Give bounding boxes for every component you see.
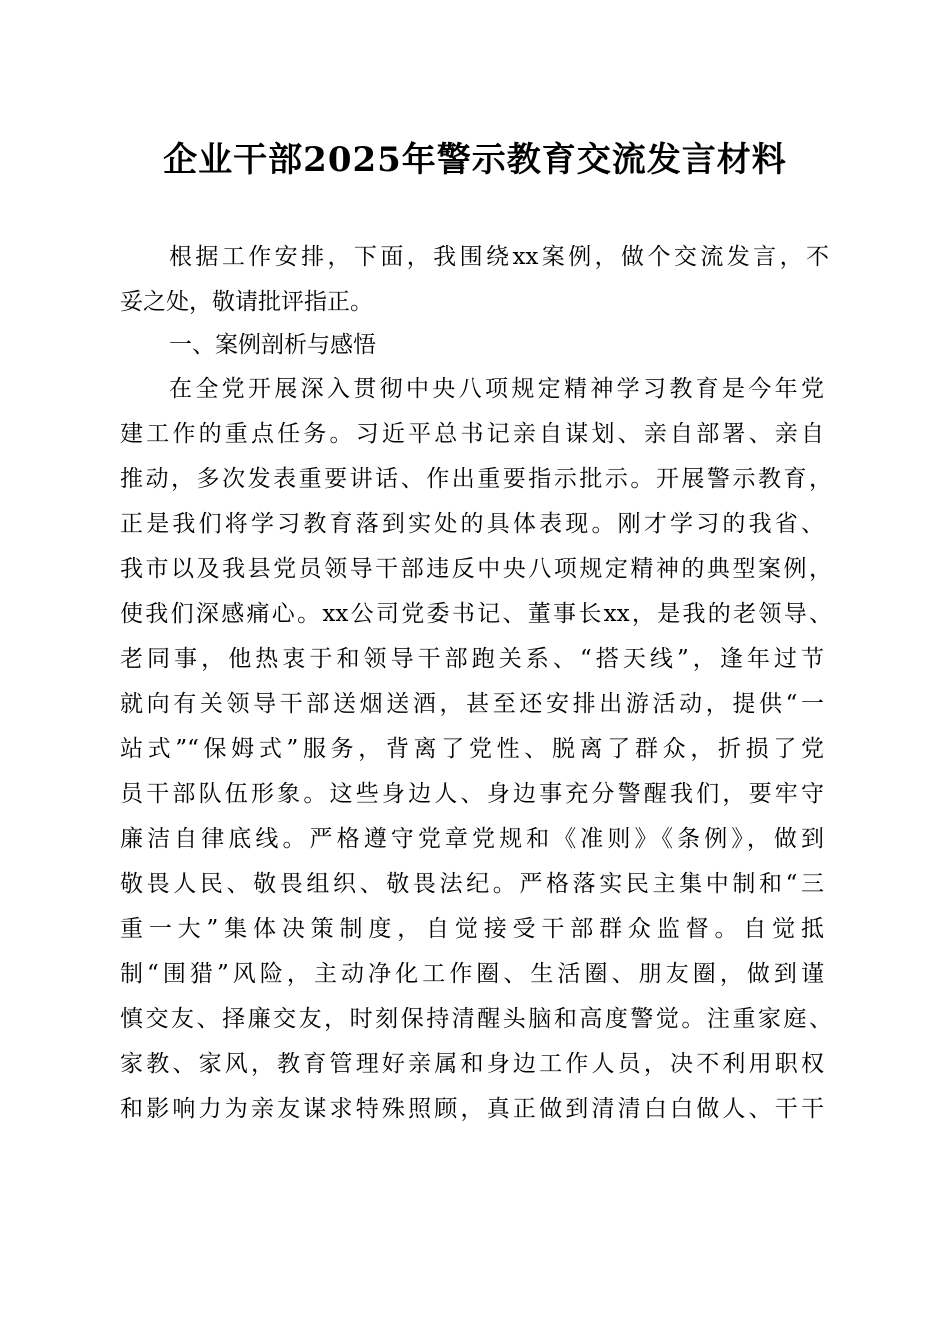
body-line-14: 制“围猎”风险，主动净化工作圈、生活圈、朋友圈，做到谨 (120, 961, 824, 987)
intro-line-2: 妥之处，敬请批评指正。 (120, 289, 373, 315)
body-line-15: 慎交友、择廉交友，时刻保持清醒头脑和高度警觉。注重家庭、 (120, 1006, 832, 1032)
body-line-7: 老同事，他热衷于和领导干部跑关系、“搭天线”，逢年过节 (120, 646, 824, 672)
body-line-3: 推动，多次发表重要讲话、作出重要指示批示。开展警示教育， (120, 466, 832, 492)
body-line-2: 建工作的重点任务。习近平总书记亲自谋划、亲自部署、亲自 (120, 421, 824, 447)
body-line-10: 员干部队伍形象。这些身边人、身边事充分警醒我们，要牢守 (120, 781, 824, 807)
body-line-4: 正是我们将学习教育落到实处的具体表现。刚才学习的我省、 (120, 511, 824, 537)
body-line-9: 站式”“保姆式”服务，背离了党性、脱离了群众，折损了党 (120, 736, 824, 762)
body-line-17: 和影响力为亲友谋求特殊照顾，真正做到清清白白做人、干干 (120, 1096, 824, 1122)
body-line-8: 就向有关领导干部送烟送酒，甚至还安排出游活动，提供“一 (120, 691, 824, 717)
intro-line-1: 根据工作安排，下面，我围绕xx案例，做个交流发言，不 (169, 244, 829, 270)
body-line-12: 敬畏人民、敬畏组织、敬畏法纪。严格落实民主集中制和“三 (120, 871, 824, 897)
body-line-6: 使我们深感痛心。xx公司党委书记、董事长xx，是我的老领导、 (120, 601, 832, 627)
body-line-5: 我市以及我县党员领导干部违反中央八项规定精神的典型案例， (120, 556, 832, 582)
body-line-16: 家教、家风，教育管理好亲属和身边工作人员，决不利用职权 (120, 1051, 824, 1077)
body-line-11: 廉洁自律底线。严格遵守党章党规和《准则》《条例》，做到 (120, 826, 824, 852)
body-line-13: 重一大”集体决策制度，自觉接受干部群众监督。自觉抵 (120, 916, 824, 942)
section-heading-1: 一、案例剖析与感悟 (169, 332, 376, 358)
body-line-1: 在全党开展深入贯彻中央八项规定精神学习教育是今年党 (169, 376, 824, 402)
document-title: 企业干部2025年警示教育交流发言材料 (163, 140, 787, 180)
